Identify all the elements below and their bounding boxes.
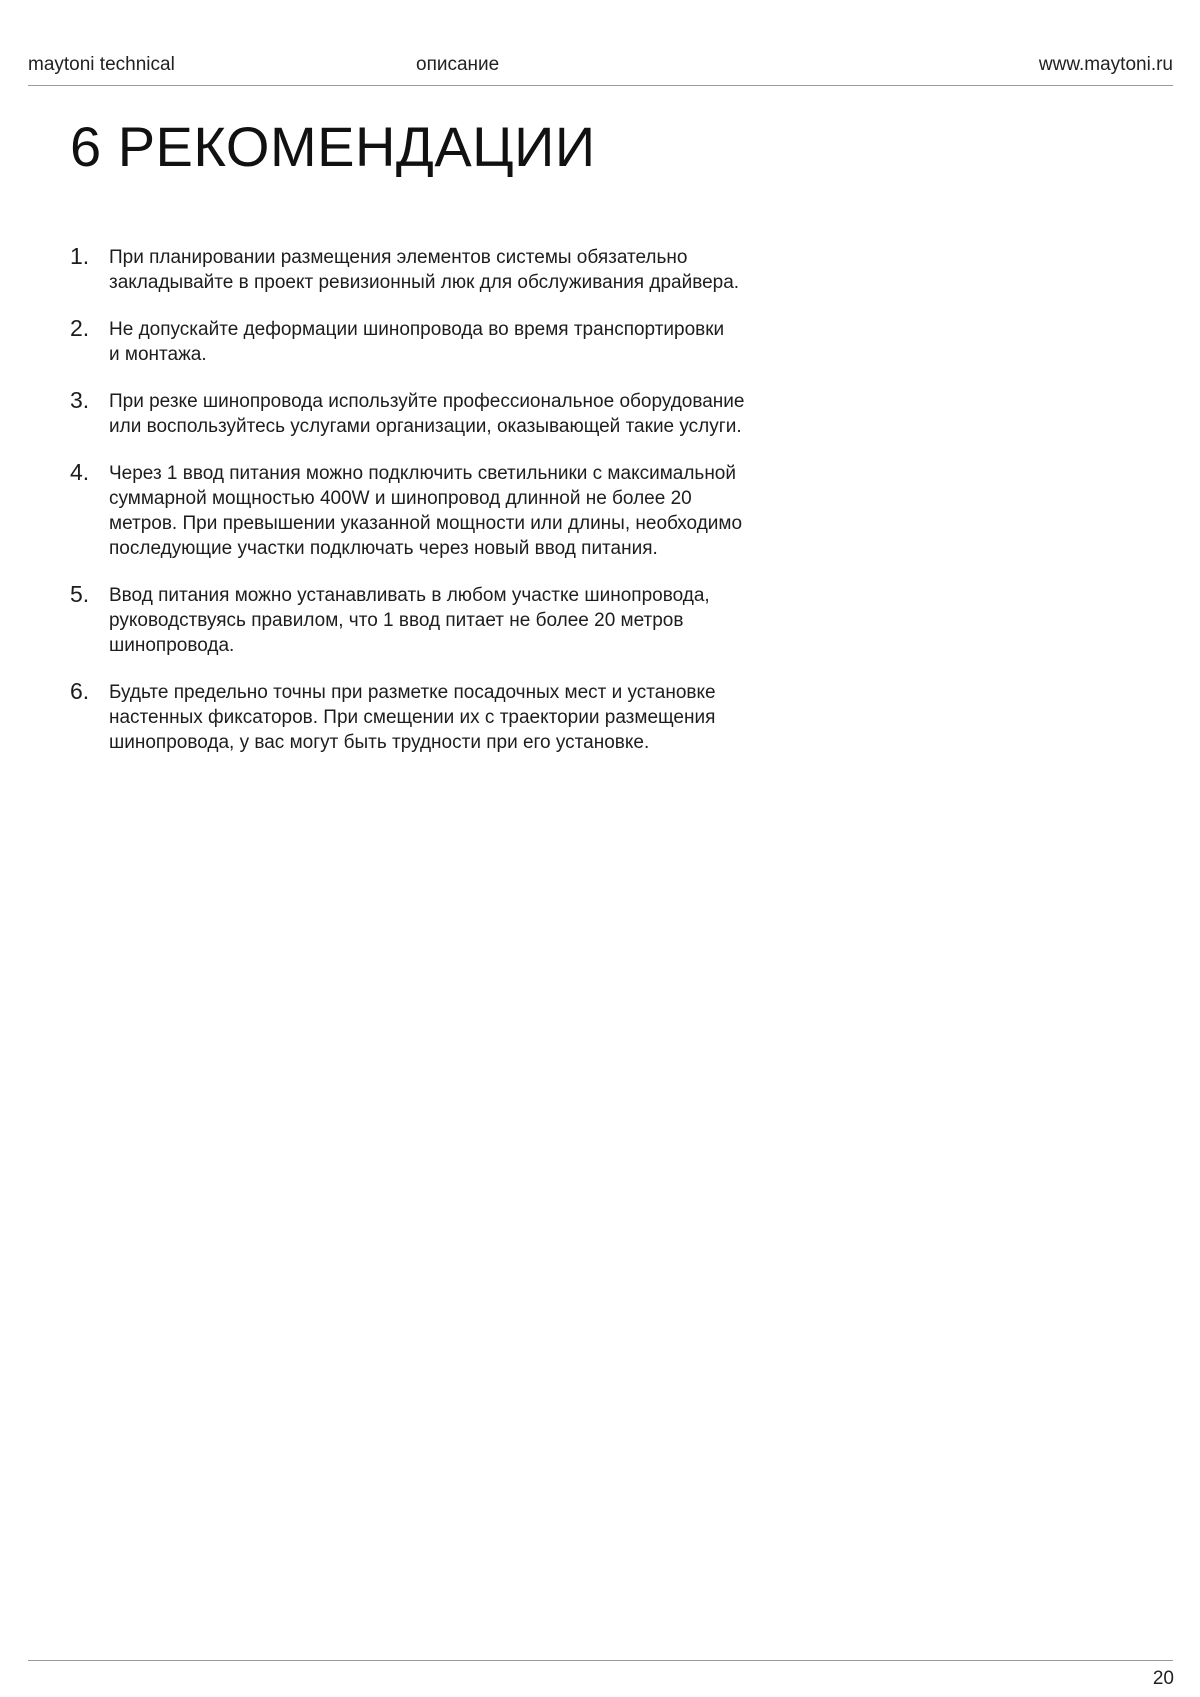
recommendation-line: При резке шинопровода используйте профессиональное оборудование [109,391,745,412]
recommendation-line: закладывайте в проект ревизионный люк для обслуживания драйвера. [109,272,740,293]
recommendation-line: настенных фиксаторов. При смещении их с траектории размещения [109,707,716,728]
recommendation-number: 4. [70,459,90,485]
recommendation-number: 1. [70,243,90,269]
recommendation-item-6 [70,680,830,755]
page-title: 6 РЕКОМЕНДАЦИИ [70,115,596,178]
recommendation-item-3 [70,389,830,439]
recommendation-line: метров. При превышении указанной мощности или длины, необходимо [109,513,743,534]
footer-divider [28,1660,1173,1661]
recommendation-line: шинопровода. [109,635,235,656]
recommendation-line: При планировании размещения элементов системы обязательно [109,247,688,268]
recommendation-line: последующие участки подключать через новый ввод питания. [109,538,658,559]
header-section: описание [416,54,500,75]
header-brand: maytoni technical [28,54,175,75]
recommendation-number: 6. [70,678,90,704]
recommendation-line: Не допускайте деформации шинопровода во время транспортировки [109,319,725,340]
page-header [28,52,1173,78]
recommendation-text [109,461,830,561]
recommendation-text [109,583,830,658]
recommendation-line: Ввод питания можно устанавливать в любом участке шинопровода, [109,585,710,606]
recommendation-number: 5. [70,581,90,607]
recommendation-text [109,245,830,295]
recommendation-line: Будьте предельно точны при разметке посадочных мест и установке [109,682,716,703]
recommendation-text [109,389,830,439]
recommendations-list [70,245,830,777]
recommendation-item-4 [70,461,830,561]
recommendation-line: шинопровода, у вас могут быть трудности при его установке. [109,732,650,753]
recommendation-line: и монтажа. [109,344,207,365]
recommendation-item-5 [70,583,830,658]
recommendation-item-1 [70,245,830,295]
recommendation-line: суммарной мощностью 400W и шинопровод длинной не более 20 [109,488,692,509]
recommendation-text [109,317,830,367]
header-divider [28,85,1173,86]
recommendation-item-2 [70,317,830,367]
recommendation-text [109,680,830,755]
recommendation-line: Через 1 ввод питания можно подключить светильники с максимальной [109,463,736,484]
recommendation-line: или воспользуйтесь услугами организации, оказывающей такие услуги. [109,416,742,437]
header-website: www.maytoni.ru [1038,54,1173,75]
page-number: 20 [1152,1668,1174,1689]
recommendation-line: руководствуясь правилом, что 1 ввод питает не более 20 метров [109,610,684,631]
recommendation-number: 2. [70,315,90,341]
recommendation-number: 3. [70,387,90,413]
